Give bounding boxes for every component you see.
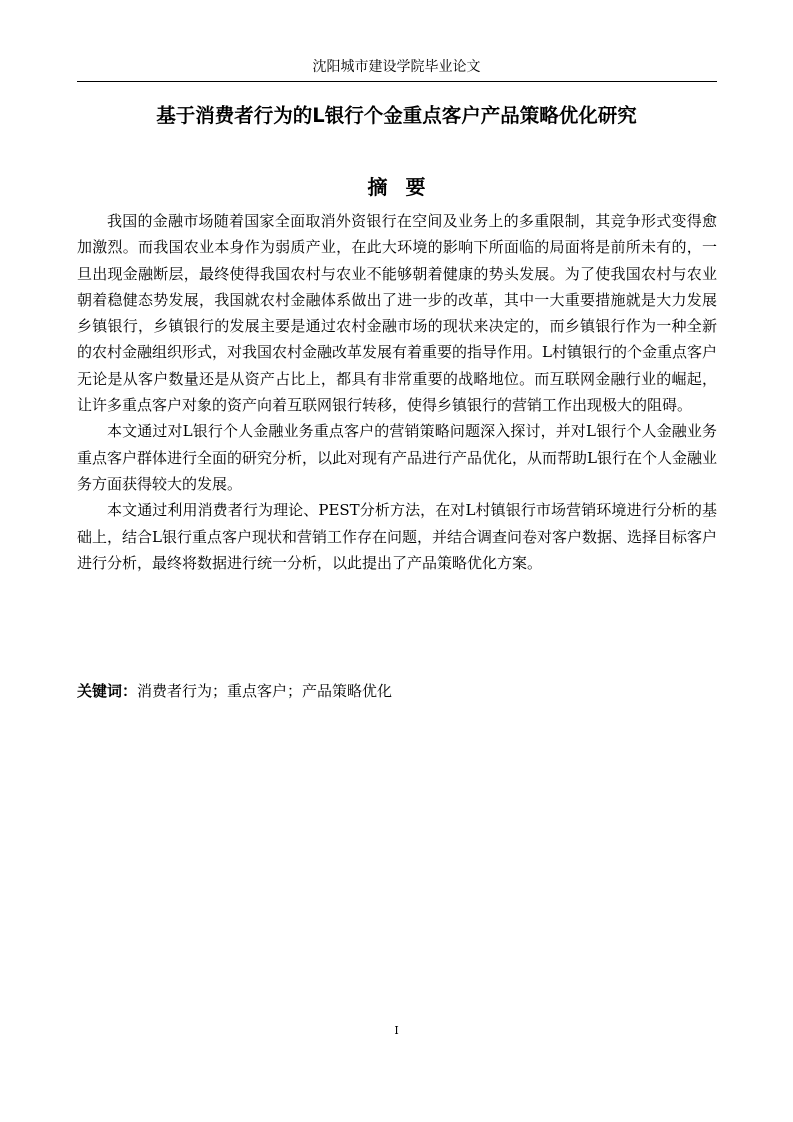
running-header: 沈阳城市建设学院毕业论文 (312, 59, 481, 75)
header-divider (77, 81, 717, 82)
abstract-paragraph-2: 本文通过对L银行个人金融业务重点客户的营销策略问题深入探讨，并对L银行个人金融业务重点客户群体进行全面的研究分析，以此对现有产品进行产品优化，从而帮助L银行在个人金融业务方面获得较大的发展。 (77, 422, 717, 493)
abstract-body (77, 208, 717, 576)
keywords-line (77, 678, 717, 704)
page-number: I (394, 1024, 399, 1037)
keywords-text: 消费者行为；重点客户；产品策略优化 (137, 682, 393, 700)
keywords-label: 关键词： (77, 682, 138, 700)
abstract-heading: 摘要 (367, 175, 444, 199)
abstract-paragraph-3: 本文通过利用消费者行为理论、PEST分析方法，在对L村镇银行市场营销环境进行分析的基础上，结合L银行重点客户现状和营销工作存在问题，并结合调查问卷对客户数据、选择目标客户进行分析，最终将数据进行统一分析，以此提出了产品策略优化方案。 (77, 501, 717, 572)
paper-title: 基于消费者行为的L银行个金重点客户产品策略优化研究 (156, 104, 637, 127)
abstract-paragraph-1: 我国的金融市场随着国家全面取消外资银行在空间及业务上的多重限制，其竞争形式变得愈加激烈。而我国农业本身作为弱质产业，在此大环境的影响下所面临的局面将是前所未有的，一旦出现金融断层，最终使得我国农村与农业不能够朝着健康的势头发展。为了使我国农村与农业朝着稳健态势发展，我国就农村金融体系做出了进一步的改革，其中一大重要措施就是大力发展乡镇银行，乡镇银行的发展主要是通过农村金融市场的现状来决定的，而乡镇银行作为一种全新的农村金融组织形式，对我国农村金融改革发展有着重要的指导作用。L村镇银行的个金重点客户无论是从客户数量还是从资产占比上，都具有非常重要的战略地位。而互联网金融行业的崛起，让许多重点客户对象的资产向着互联网银行转移，使得乡镇银行的营销工作出现极大的阻碍。 (77, 212, 717, 415)
